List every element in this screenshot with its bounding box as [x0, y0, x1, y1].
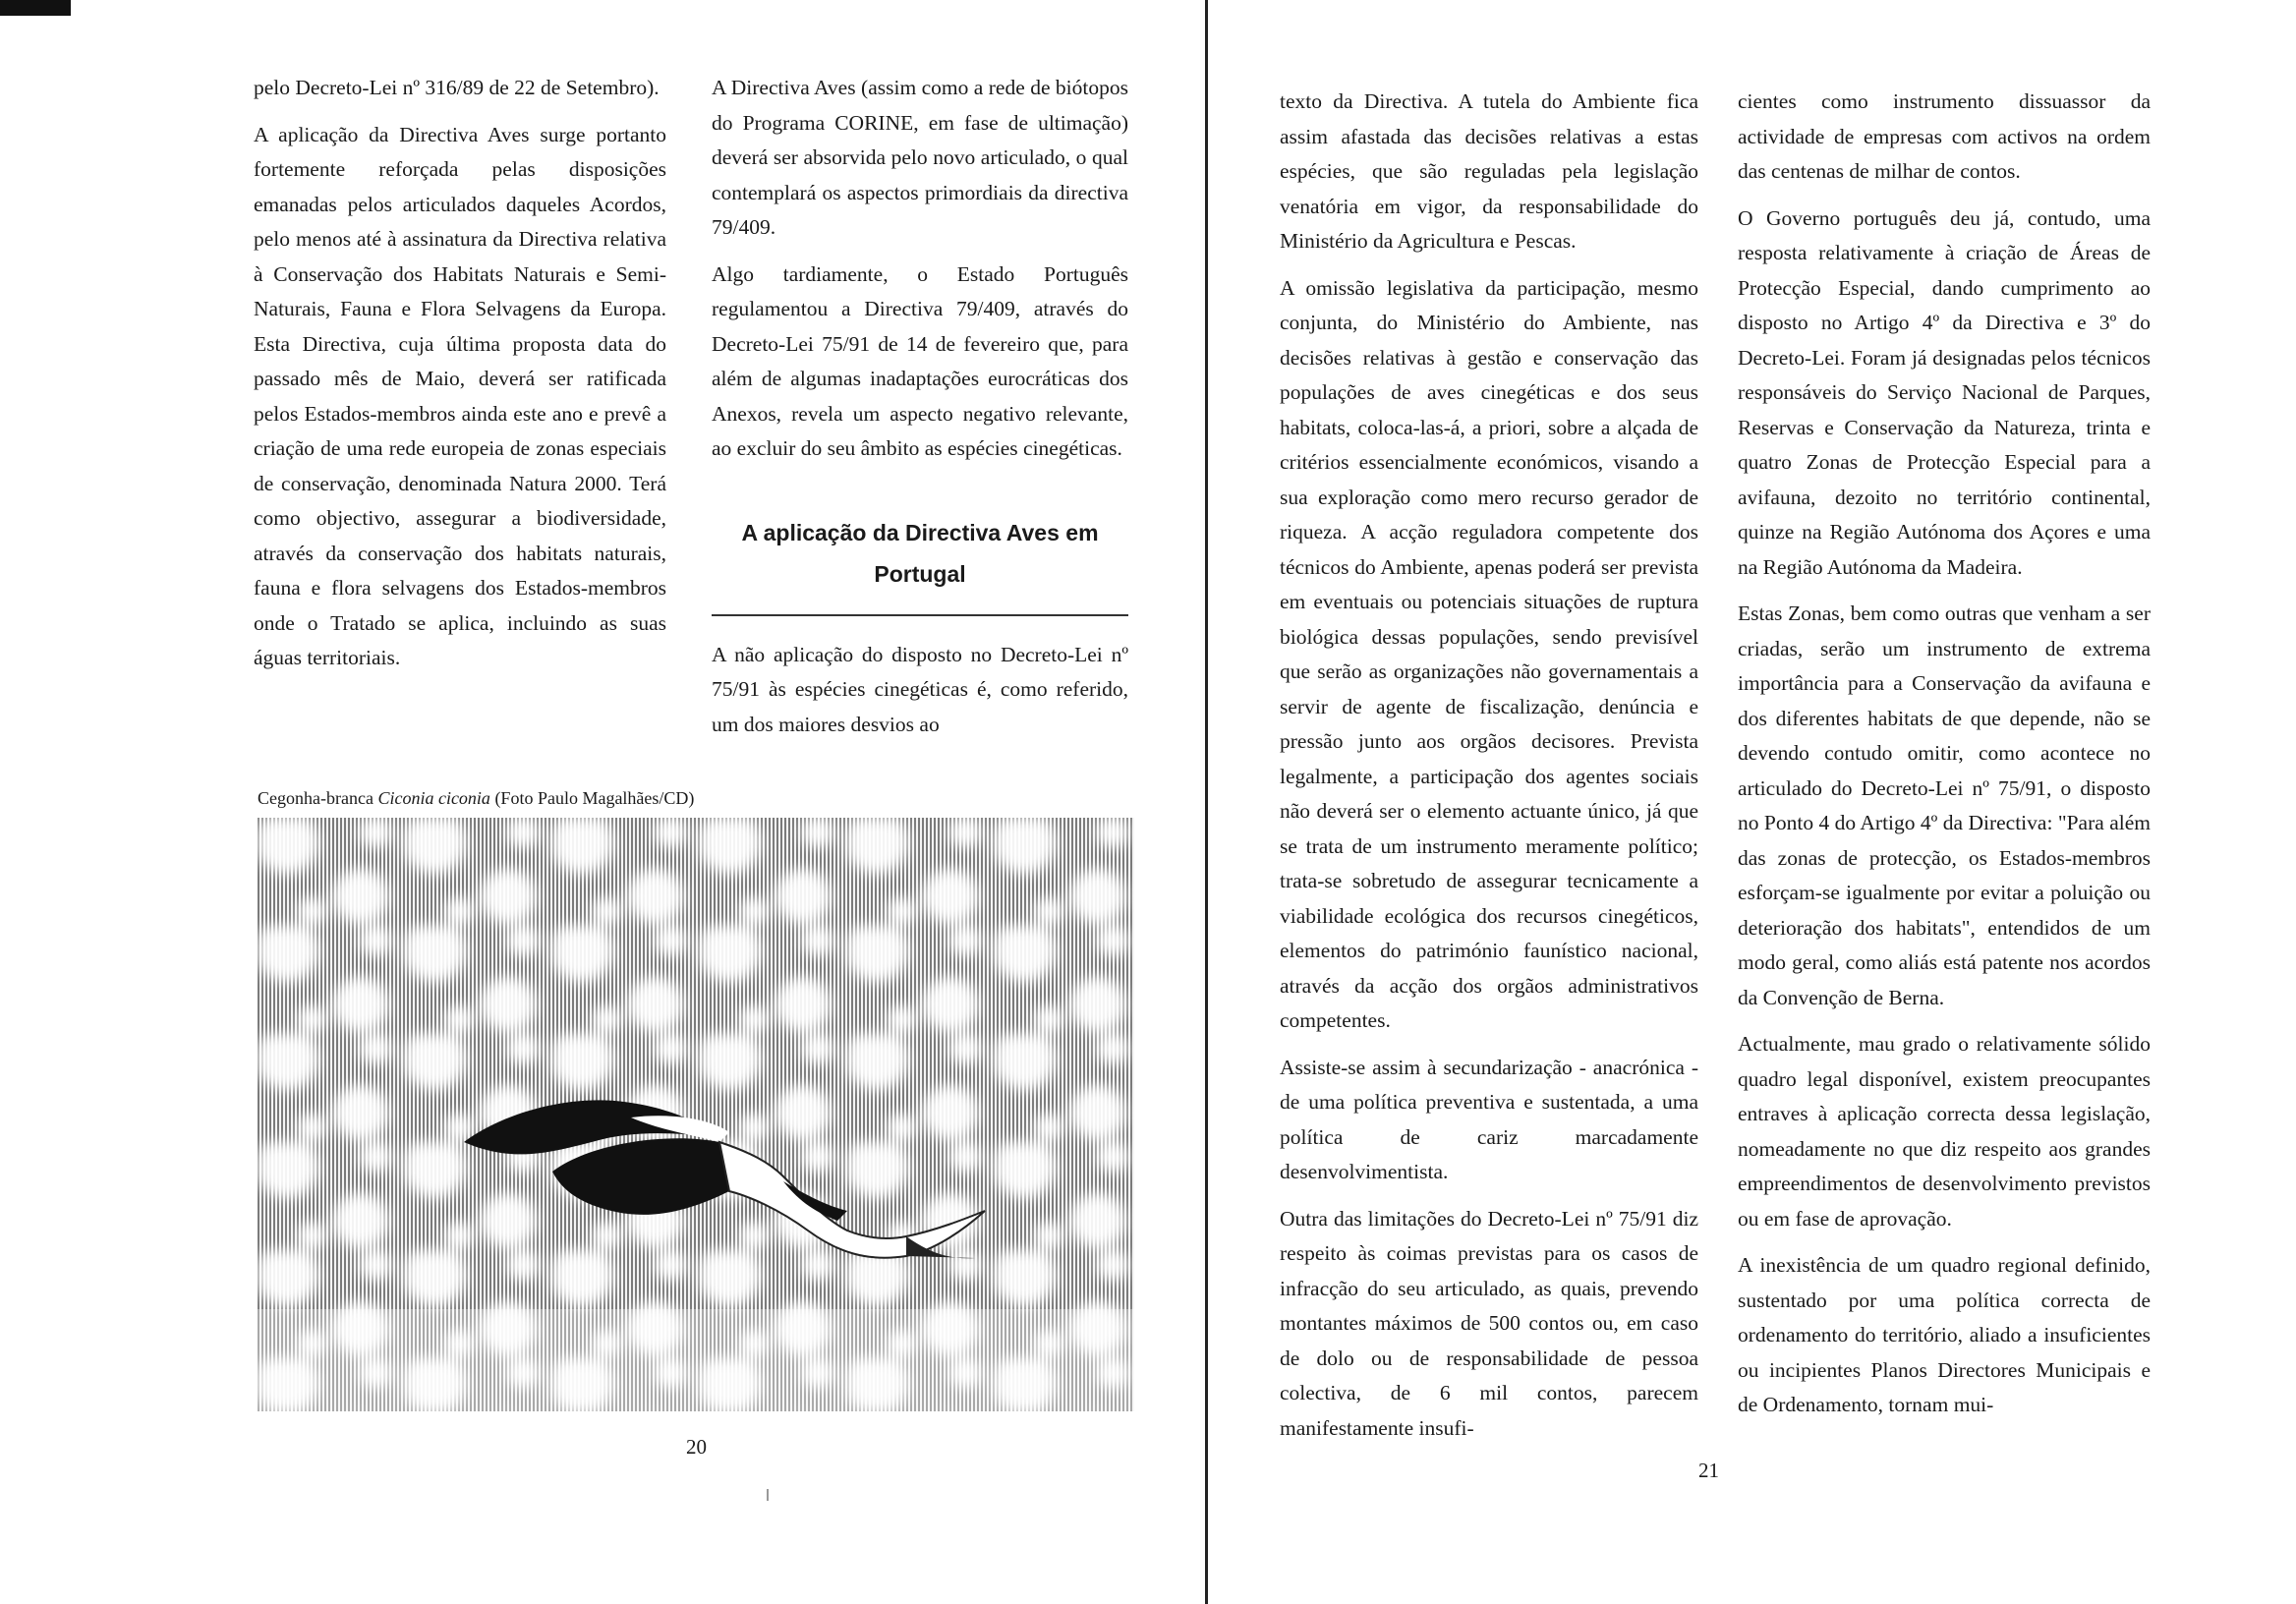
- book-gutter-line: [1205, 0, 1208, 1604]
- paragraph: A não aplicação do disposto no Decreto-Lei nº 75/91 às espécies cinegéticas é, como referido, um dos maiores desvios ao: [712, 642, 1128, 736]
- caption-lead: Cegonha-branca: [258, 788, 378, 808]
- paragraph: pelo Decreto-Lei nº 316/89 de 22 de Setembro).: [254, 76, 660, 99]
- scan-artifact-tick: [767, 1489, 769, 1501]
- right-page-column-2: [1738, 85, 2151, 1435]
- paragraph: A Directiva Aves (assim como a rede de biótopos do Programa CORINE, em fase de ultimação) deverá ser absorvida pelo novo articulado, o qual contemplará os aspectos primordiais da directiva 79/409.: [712, 76, 1128, 239]
- stork-photo: [258, 818, 1134, 1411]
- caption-credit: (Foto Paulo Magalhães/CD): [489, 788, 695, 808]
- paragraph: O Governo português deu já, contudo, uma resposta relativamente à criação de Áreas de Protecção Especial, dando cumprimento ao disposto no Artigo 4º da Directiva e 3º do Decreto-Lei. Foram já designadas pelos técnicos responsáveis do Serviço Nacional de Parques, Reservas e Conservação da Natureza, trinta e quatro Zonas de Protecção Especial para a avifauna, dezoito no território continental, quinze na Região Autónoma dos Açores e uma na Região Autónoma da Madeira.: [1738, 205, 2151, 579]
- left-page-column-2: [712, 71, 1128, 754]
- page-number-left: 20: [686, 1435, 707, 1459]
- paragraph: texto da Directiva. A tutela do Ambiente fica assim afastada das decisões relativas a estas espécies, que são reguladas pela legislação venatória em vigor, da responsabilidade do Ministério da Agricultura e Pescas.: [1280, 89, 1698, 253]
- paragraph: Estas Zonas, bem como outras que venham a ser criadas, serão um instrumento de extrema importância para a Conservação da avifauna e dos diferentes habitats de que depende, não se devendo contudo omitir, como acontece no articulado do Decreto-Lei nº 75/91, o disposto no Ponto 4 do Artigo 4º da Directiva: "Para além das zonas de protecção, os Estados-membros esforçam-se igualmente por evitar a poluição ou deterioração dos habitats", entendidos de um modo geral, como aliás está patente nos acordos da Convenção de Berna.: [1738, 602, 2151, 1009]
- page-number-right: 21: [1698, 1459, 1719, 1482]
- scan-corner-mark: [0, 0, 71, 16]
- paragraph: A inexistência de um quadro regional definido, sustentado por uma política correcta de ordenamento do território, aliado a insuficientes ou incipientes Planos Directores Municipais e de Ordenamento, tornam mui-: [1738, 1253, 2151, 1416]
- paragraph: A aplicação da Directiva Aves surge portanto fortemente reforçada pelas disposições emanadas pelos articulados daqueles Acordos, pelo menos até à assinatura da Directiva relativa à Conservação dos Habitats Naturais e Semi-Naturais, Fauna e Flora Selvagens da Europa. Esta Directiva, cuja última proposta data do passado mês de Maio, deverá ser ratificada pelos Estados-membros ainda este ano e prevê a criação de uma rede europeia de zonas especiais de conservação, denominada Natura 2000. Terá como objectivo, assegurar a biodiversidade, através da conservação dos habitats naturais, fauna e flora selvagens dos Estados-membros onde o Tratado se aplica, incluindo as suas águas territoriais.: [254, 122, 666, 669]
- paragraph: Outra das limitações do Decreto-Lei nº 75/91 diz respeito às coimas previstas para os casos de infracção do seu articulado, as quais, prevendo montantes máximos de 500 contos ou, em caso de dolo ou de responsabilidade de pessoa colectiva, de 6 mil contos, parecem manifestamente insufi-: [1280, 1206, 1698, 1440]
- paragraph: Actualmente, mau grado o relativamente sólido quadro legal disponível, existem preocupantes entraves à aplicação correcta dessa legislação, nomeadamente no que diz respeito aos grandes empreendimentos de desenvolvimento previstos ou em fase de aprovação.: [1738, 1032, 2151, 1231]
- paragraph: Algo tardiamente, o Estado Português regulamentou a Directiva 79/409, através do Decreto-Lei 75/91 de 14 de fevereiro que, para além de algumas inadaptações eurocráticas dos Anexos, revela um aspecto negativo relevante, ao excluir do seu âmbito as espécies cinegéticas.: [712, 261, 1128, 460]
- photo-caption: [258, 786, 847, 810]
- left-page-column-1: [254, 71, 666, 688]
- heading-rule: [712, 614, 1128, 616]
- paragraph: cientes como instrumento dissuassor da actividade de empresas com activos na ordem das centenas de milhar de contos.: [1738, 89, 2151, 183]
- caption-species: Ciconia ciconia: [377, 788, 490, 808]
- paragraph: Assiste-se assim à secundarização - anacrónica - de uma política preventiva e sustentada, a uma política de cariz marcadamente desenvolvimentista.: [1280, 1055, 1698, 1183]
- paragraph: A omissão legislativa da participação, mesmo conjunta, do Ministério do Ambiente, nas decisões relativas à gestão e conservação das populações de aves cinegéticas e dos seus habitats, coloca-las-á, a priori, sobre a alçada de critérios essencialmente económicos, visando a sua exploração como mero recurso gerador de riqueza. A acção reguladora competente dos técnicos do Ambiente, apenas poderá ser prevista em eventuais ou potenciais situações de ruptura biológica dessas populações, sendo previsível que serão as organizações não governamentais a servir de agente de fiscalização, denúncia e pressão junto aos orgãos decisores. Prevista legalmente, a participação dos agentes sociais não deverá ser o elemento actuante único, já que se trata de um instrumento meramente político; trata-se sobretudo de assegurar tecnicamente a viabilidade ecológica dos recursos cinegéticos, elementos do património faunístico nacional, através da acção dos orgãos administrativos competentes.: [1280, 275, 1698, 1032]
- section-heading: A aplicação da Directiva Aves em Portugal: [741, 519, 1099, 587]
- right-page-column-1: [1280, 85, 1698, 1458]
